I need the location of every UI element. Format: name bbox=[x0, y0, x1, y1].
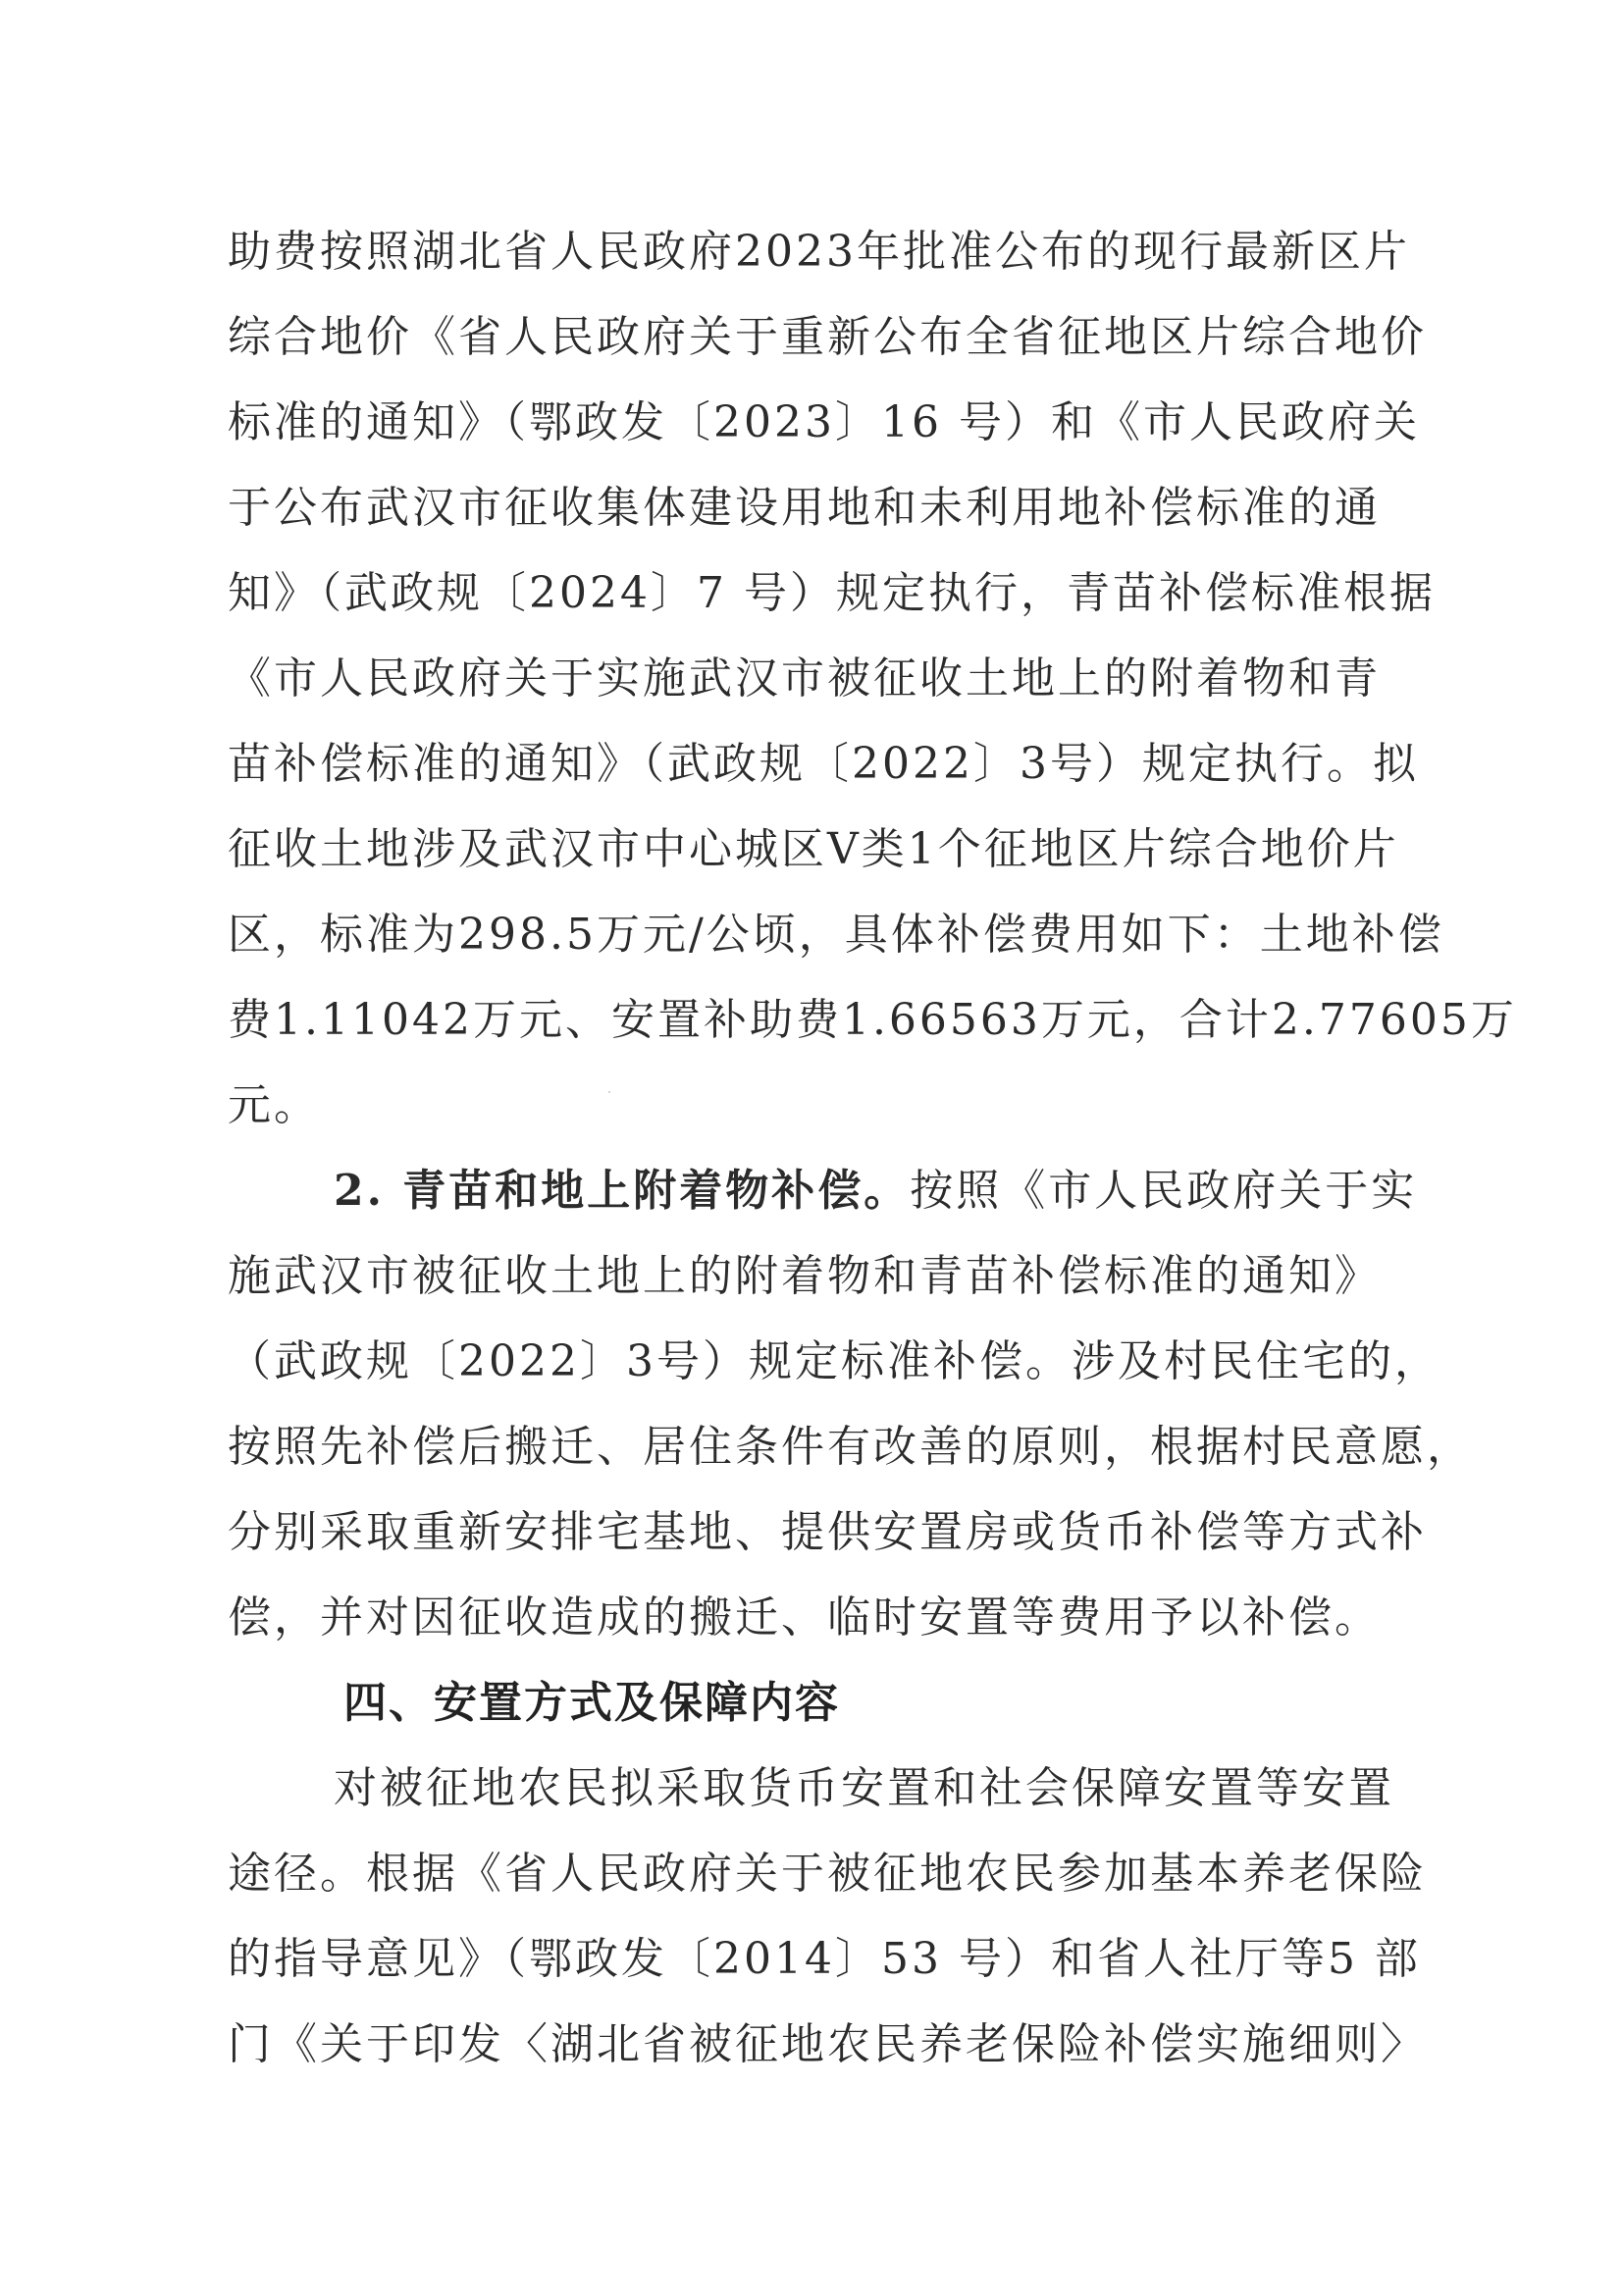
body-line-3: 标准的通知》（鄂政发〔2023〕16 号）和《市人民政府关 bbox=[228, 397, 1420, 447]
section2-line-6: 偿，并对因征收造成的搬迁、临时安置等费用予以补偿。 bbox=[228, 1592, 1381, 1643]
section4-line-4: 门《关于印发〈湖北省被征地农民养老保险补偿实施细则〉 bbox=[228, 2019, 1427, 2069]
section2-line-2: 施武汉市被征收土地上的附着物和青苗补偿标准的通知》 bbox=[228, 1251, 1381, 1301]
body-line-5: 知》（武政规〔2024〕7 号）规定执行，青苗补偿标准根据 bbox=[228, 568, 1436, 618]
body-line-6: 《市人民政府关于实施武汉市被征收土地上的附着物和青 bbox=[228, 653, 1381, 704]
body-line-10: 费1.11042万元、安置补助费1.66563万元，合计2.77605万 bbox=[228, 995, 1517, 1045]
section4-heading: 四、安置方式及保障内容 bbox=[343, 1678, 840, 1728]
body-line-9: 区，标准为298.5万元/公顷，具体补偿费用如下：土地补偿 bbox=[228, 910, 1444, 960]
section2-first-line bbox=[334, 1162, 1472, 1221]
section2-line-4: 按照先补偿后搬迁、居住条件有改善的原则，根据村民意愿， bbox=[228, 1422, 1473, 1472]
section4-line-2: 途径。根据《省人民政府关于被征地农民参加基本养老保险 bbox=[228, 1849, 1427, 1899]
body-line-11: 元。 bbox=[228, 1080, 320, 1130]
body-line-2: 综合地价《省人民政府关于重新公布全省征地区片综合地价 bbox=[228, 312, 1427, 362]
section4-line-1: 对被征地农民拟采取货币安置和社会保障安置等安置 bbox=[334, 1763, 1394, 1813]
section2-title: 2. 青苗和地上附着物补偿。 bbox=[334, 1166, 911, 1216]
body-line-1: 助费按照湖北省人民政府2023年批准公布的现行最新区片 bbox=[228, 227, 1410, 277]
section2-first-line-text: 按照《市人民政府关于实 bbox=[910, 1166, 1418, 1216]
scan-speck bbox=[608, 1091, 610, 1093]
body-line-8: 征收土地涉及武汉市中心城区V类1个征地区片综合地价片 bbox=[228, 824, 1399, 874]
body-line-4: 于公布武汉市征收集体建设用地和未利用地补偿标准的通 bbox=[228, 483, 1381, 533]
body-line-7: 苗补偿标准的通知》（武政规〔2022〕3号）规定执行。拟 bbox=[228, 739, 1419, 789]
section2-line-3: （武政规〔2022〕3号）规定标准补偿。涉及村民住宅的， bbox=[228, 1336, 1440, 1386]
section4-line-3: 的指导意见》（鄂政发〔2014〕53 号）和省人社厅等5 部 bbox=[228, 1934, 1421, 1984]
section2-line-5: 分别采取重新安排宅基地、提供安置房或货币补偿等方式补 bbox=[228, 1507, 1427, 1557]
